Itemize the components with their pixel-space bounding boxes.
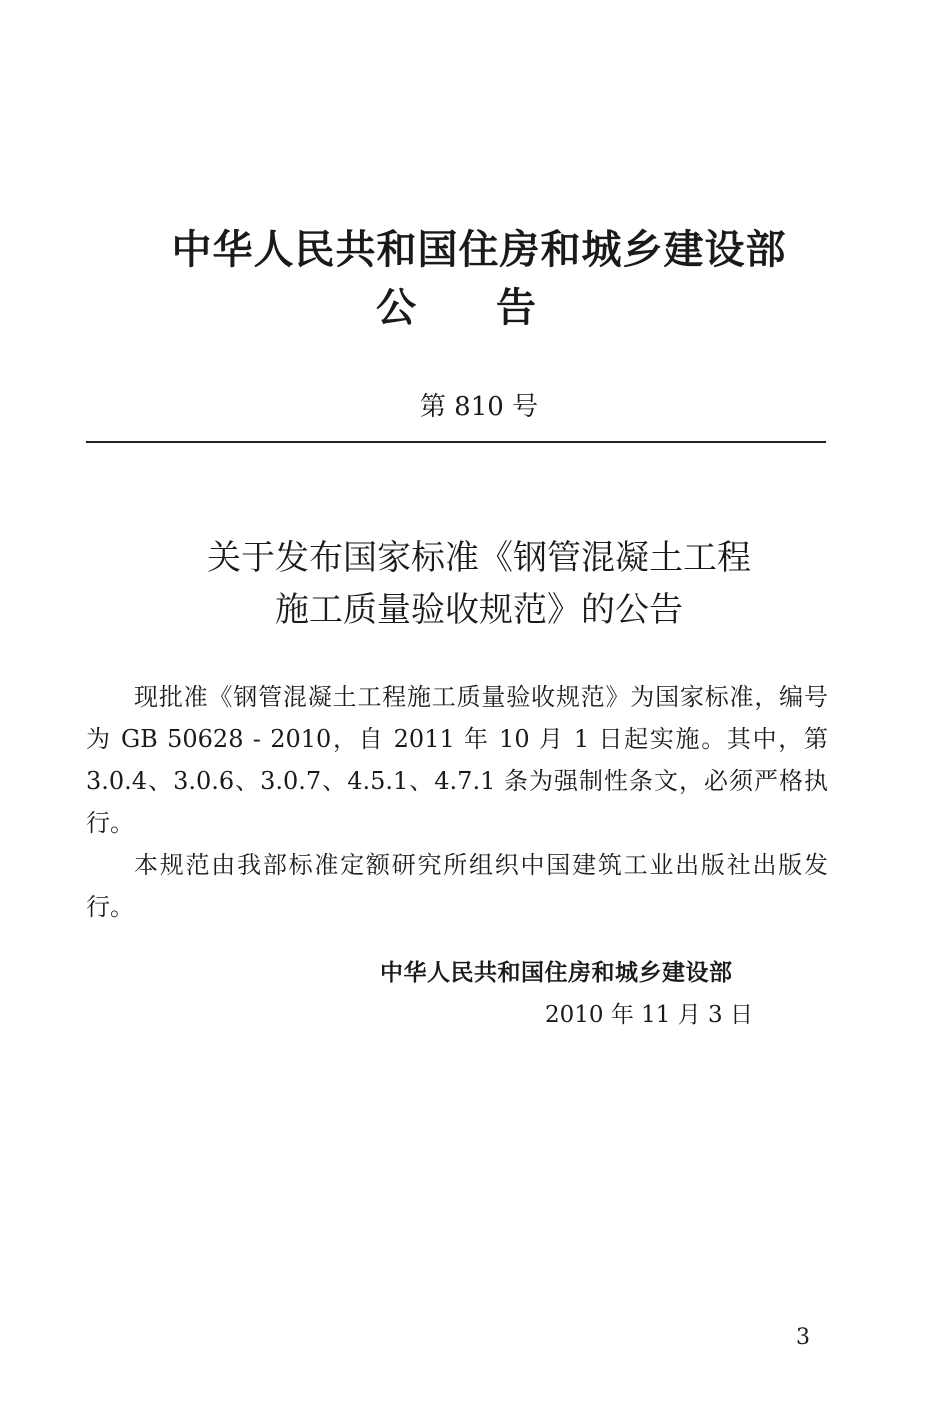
body-paragraph: 本规范由我部标准定额研究所组织中国建筑工业出版社出版发行。 bbox=[86, 851, 828, 921]
notice-subject bbox=[0, 532, 950, 636]
issue-date: 2010 年 11 月 3 日 bbox=[545, 1002, 753, 1028]
page-number: 3 bbox=[796, 1325, 810, 1350]
body-paragraph: 现批准《钢管混凝土工程施工质量验收规范》为国家标准，编号为 GB 50628 - 2010，自 2011 年 10 月 1 日起实施。其中，第 3.0.4、3.0.6、3.0.7、4.5.1、4.7.1 条为强制性条文，必须严格执行。 bbox=[86, 683, 828, 837]
ministry-title: 中华人民共和国住房和城乡建设部 bbox=[171, 227, 787, 273]
document-number: 第 810 号 bbox=[419, 392, 539, 422]
issuer-signature: 中华人民共和国住房和城乡建设部 bbox=[380, 960, 733, 986]
subject-line-2: 施工质量验收规范》的公告 bbox=[275, 590, 683, 630]
notice-body bbox=[86, 676, 828, 928]
subject-line-1: 关于发布国家标准《钢管混凝土工程 bbox=[207, 538, 751, 578]
header-divider bbox=[86, 441, 826, 443]
notice-heading: 公告 bbox=[376, 285, 616, 331]
